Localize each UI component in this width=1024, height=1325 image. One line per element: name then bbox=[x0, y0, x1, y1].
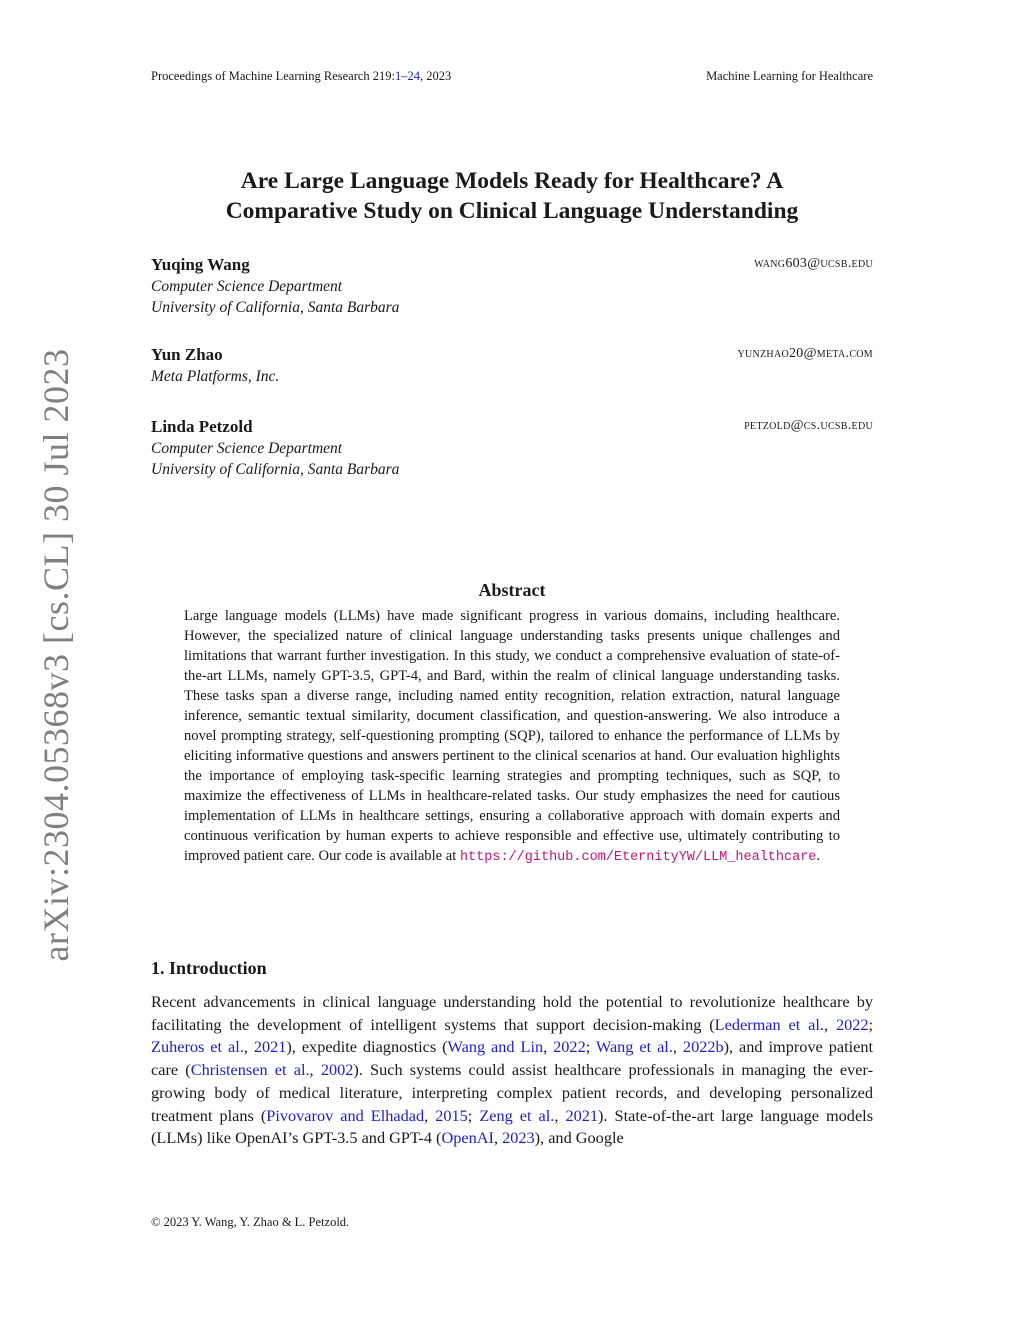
intro-text: ), and Google bbox=[534, 1128, 624, 1148]
title-line-2: Comparative Study on Clinical Language Understanding bbox=[225, 198, 799, 224]
title-line-1: Are Large Language Models Ready for Healthcare? A bbox=[240, 168, 784, 194]
intro-text: ; bbox=[467, 1105, 480, 1125]
author-block-3 bbox=[151, 416, 873, 480]
author-email[interactable]: petzold@cs.ucsb.edu bbox=[744, 418, 873, 433]
page-range-dash: – bbox=[401, 69, 408, 83]
citation-zeng-year[interactable]: 2021 bbox=[565, 1105, 599, 1125]
code-repository-link[interactable]: https://github.com/EternityYW/LLM_healthcare bbox=[459, 850, 817, 865]
citation-sep: , bbox=[309, 1060, 321, 1080]
citation-lederman-year[interactable]: 2022 bbox=[835, 1014, 869, 1034]
citation-wang-lin[interactable]: Wang and Lin bbox=[447, 1037, 544, 1057]
citation-zeng[interactable]: Zeng et al. bbox=[479, 1105, 555, 1125]
author-block-1 bbox=[151, 254, 873, 318]
author-email[interactable]: yunzhao20@meta.com bbox=[737, 346, 873, 361]
citation-openai-year[interactable]: 2023 bbox=[502, 1128, 535, 1148]
author-affiliation: University of California, Santa Barbara bbox=[151, 299, 400, 316]
intro-text: ), expedite diagnostics ( bbox=[286, 1037, 448, 1057]
author-affiliation: University of California, Santa Barbara bbox=[151, 461, 400, 478]
citation-sep: , bbox=[493, 1128, 503, 1148]
author-affiliation: Meta Platforms, Inc. bbox=[151, 368, 280, 385]
author-name: Yuqing Wang bbox=[151, 255, 250, 274]
running-header-venue: Machine Learning for Healthcare bbox=[706, 69, 873, 83]
citation-zuheros[interactable]: Zuheros et al. bbox=[151, 1037, 244, 1057]
author-email[interactable]: wang603@ucsb.edu bbox=[754, 256, 873, 271]
running-header-left bbox=[151, 68, 451, 84]
citation-wang-lin-year[interactable]: 2022 bbox=[553, 1037, 586, 1057]
page-last-link[interactable]: 24 bbox=[407, 69, 421, 83]
citation-christensen-year[interactable]: 2002 bbox=[320, 1060, 354, 1080]
intro-text: ), and improve patient care ( bbox=[151, 1037, 874, 1080]
citation-sep: , bbox=[243, 1037, 254, 1057]
copyright-footer: © 2023 Y. Wang, Y. Zhao & L. Petzold. bbox=[151, 1215, 350, 1229]
citation-sep: , bbox=[424, 1105, 436, 1125]
citation-christensen[interactable]: Christensen et al. bbox=[190, 1060, 310, 1080]
arxiv-identifier-stamp: arXiv:2304.05368v3 [cs.CL] 30 Jul 2023 bbox=[36, 348, 76, 962]
citation-zuheros-year[interactable]: 2021 bbox=[253, 1037, 287, 1057]
citation-wang-etal-year[interactable]: 2022b bbox=[682, 1037, 724, 1057]
journal-name: Proceedings of Machine Learning Research 219: bbox=[151, 69, 396, 83]
abstract-text bbox=[184, 606, 840, 868]
page-first-link[interactable]: 1 bbox=[395, 69, 402, 83]
intro-text: ; bbox=[585, 1037, 596, 1057]
citation-wang-etal[interactable]: Wang et al. bbox=[595, 1037, 673, 1057]
intro-text: ; bbox=[868, 1014, 874, 1034]
author-affiliation: Computer Science Department bbox=[151, 278, 343, 295]
author-affiliation: Computer Science Department bbox=[151, 440, 343, 457]
citation-pivovarov-year[interactable]: 2015 bbox=[435, 1105, 468, 1125]
introduction-paragraph bbox=[151, 991, 873, 1150]
abstract-end-punct: . bbox=[816, 848, 821, 864]
journal-year: , 2023 bbox=[420, 69, 452, 83]
abstract-heading: Abstract bbox=[478, 580, 546, 600]
intro-text: ). State-of-the-art large language models (LLMs) like OpenAI’s GPT-3.5 and GPT-4 ( bbox=[151, 1105, 874, 1148]
citation-sep: , bbox=[672, 1037, 683, 1057]
citation-sep: , bbox=[823, 1014, 836, 1034]
citation-sep: , bbox=[554, 1105, 566, 1125]
paper-title bbox=[120, 166, 904, 226]
author-name: Yun Zhao bbox=[151, 345, 223, 364]
abstract-body-text: Large language models (LLMs) have made significant progress in various domains, including healthcare. However, the specialized nature of clinical language understanding tasks presents unique challenges and limitations that warrant further investigation. In this study, we conduct a comprehensive evaluation of state-of-the-art LLMs, namely GPT-3.5, GPT-4, and Bard, within the realm of clinical language understanding tasks. These tasks span a diverse range, including named entity recognition, relation extraction, natural language inference, semantic textual similarity, document classification, and question-answering. We also introduce a novel prompting strategy, self-questioning prompting (SQP), tailored to enhance the performance of LLMs by eliciting informative questions and answers pertinent to the clinical scenarios at hand. Our evaluation highlights the importance of employing task-specific learning strategies and prompting techniques, such as SQP, to maximize the effectiveness of LLMs in healthcare-related tasks. Our study emphasizes the need for cautious implementation of LLMs in healthcare settings, ensuring a collaborative approach with domain experts and continuous verification by human experts to achieve responsible and effective use, ultimately contributing to improved patient care. Our code is available at bbox=[184, 608, 840, 864]
author-name: Linda Petzold bbox=[151, 417, 253, 436]
citation-lederman[interactable]: Lederman et al. bbox=[714, 1014, 824, 1034]
intro-text: ). Such systems could assist healthcare professionals in managing the ever-growing body of medical literature, interpreting complex patient records, and developing personalized treatment plans ( bbox=[151, 1060, 874, 1125]
citation-sep: , bbox=[543, 1037, 554, 1057]
citation-pivovarov[interactable]: Pivovarov and Elhadad bbox=[266, 1105, 425, 1125]
intro-text: Recent advancements in clinical language understanding hold the potential to revolutionize healthcare by facilitating the development of intelligent systems that support decision-making ( bbox=[151, 992, 873, 1034]
citation-openai[interactable]: OpenAI bbox=[441, 1128, 494, 1148]
section-heading-introduction: 1. Introduction bbox=[151, 958, 267, 978]
author-block-2 bbox=[151, 344, 873, 387]
